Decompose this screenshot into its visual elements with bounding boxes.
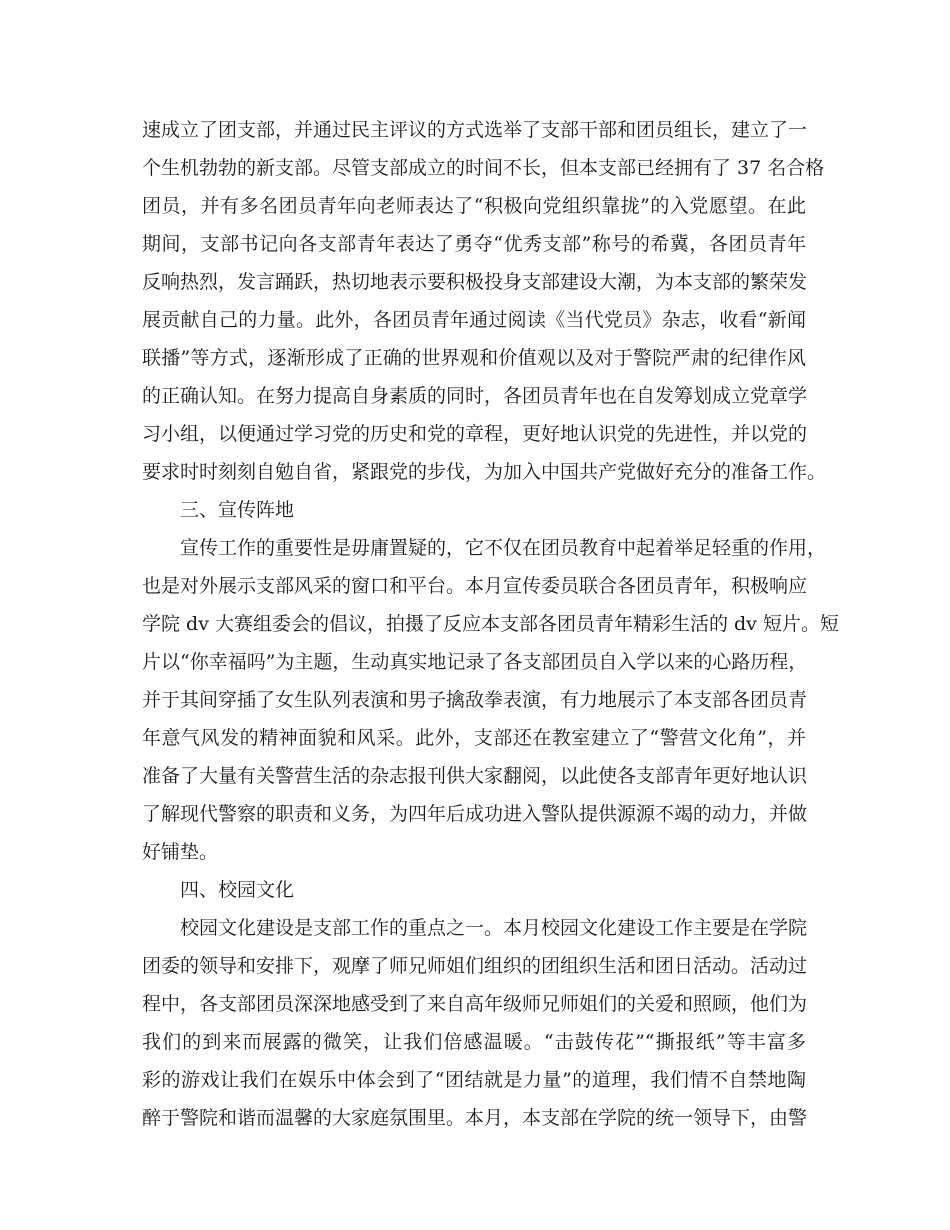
paragraph-line: 要求时时刻刻自勉自省，紧跟党的步伐，为加入中国共产党做好充分的准备工作。	[142, 461, 827, 483]
paragraph-line: 团员，并有多名团员青年向老师表达了“积极向党组织靠拢”的入党愿望。在此	[142, 195, 806, 217]
paragraph-line: 程中，各支部团员深深地感受到了来自高年级师兄师姐们的关爱和照顾，他们为	[142, 993, 808, 1015]
paragraph-line: 反响热烈，发言踊跃，热切地表示要积极投身支部建设大潮，为本支部的繁荣发	[142, 271, 808, 293]
section-heading-publicity: 三、宣传阵地	[180, 499, 295, 521]
paragraph-line: 校园文化建设是支部工作的重点之一。本月校园文化建设工作主要是在学院	[180, 917, 808, 939]
paragraph-line: 团委的领导和安排下，观摩了师兄师姐们组织的团组织生活和团日活动。活动过	[142, 955, 808, 977]
paragraph-line: 并于其间穿插了女生队列表演和男子擒敌拳表演，有力地展示了本支部各团员青	[142, 689, 808, 711]
paragraph-line: 醉于警院和谐而温馨的大家庭氛围里。本月，本支部在学院的统一领导下，由警	[142, 1107, 808, 1129]
paragraph-line: 也是对外展示支部风采的窗口和平台。本月宣传委员联合各团员青年，积极响应	[142, 575, 808, 597]
paragraph-line: 习小组，以便通过学习党的历史和党的章程，更好地认识党的先进性，并以党的	[142, 423, 808, 445]
paragraph-line: 了解现代警察的职责和义务，为四年后成功进入警队提供源源不竭的动力，并做	[142, 803, 808, 825]
paragraph-line: 我们的到来而展露的微笑，让我们倍感温暖。“击鼓传花”“撕报纸”等丰富多	[142, 1031, 806, 1053]
paragraph-line: 彩的游戏让我们在娱乐中体会到了“团结就是力量”的道理，我们情不自禁地陶	[142, 1069, 806, 1091]
paragraph-line: 个生机勃勃的新支部。尽管支部成立的时间不长，但本支部已经拥有了 37 名合格	[142, 157, 825, 179]
paragraph-line: 的正确认知。在努力提高自身素质的同时，各团员青年也在自发筹划成立党章学	[142, 385, 808, 407]
paragraph-line: 联播”等方式，逐渐形成了正确的世界观和价值观以及对于警院严肃的纪律作风	[142, 347, 806, 369]
paragraph-line: 片以“你幸福吗”为主题，生动真实地记录了各支部团员自入学以来的心路历程，	[142, 651, 808, 673]
paragraph-line: 速成立了团支部，并通过民主评议的方式选举了支部干部和团员组长，建立了一	[142, 119, 808, 141]
paragraph-line: 准备了大量有关警营生活的杂志报刊供大家翻阅，以此使各支部青年更好地认识	[142, 765, 808, 787]
paragraph-line: 年意气风发的精神面貌和风采。此外，支部还在教室建立了“警营文化角”，并	[142, 727, 806, 749]
paragraph-line: 宣传工作的重要性是毋庸置疑的，它不仅在团员教育中起着举足轻重的作用，	[180, 537, 827, 559]
paragraph-line: 展贡献自己的力量。此外，各团员青年通过阅读《当代党员》杂志，收看“新闻	[142, 309, 806, 331]
paragraph-line: 期间，支部书记向各支部青年表达了勇夺“优秀支部”称号的希冀，各团员青年	[142, 233, 806, 255]
paragraph-line: 学院 dv 大赛组委会的倡议，拍摄了反应本支部各团员青年精彩生活的 dv 短片。短	[142, 613, 839, 635]
section-heading-campus-culture: 四、校园文化	[180, 879, 295, 901]
paragraph-line: 好铺垫。	[142, 841, 219, 863]
